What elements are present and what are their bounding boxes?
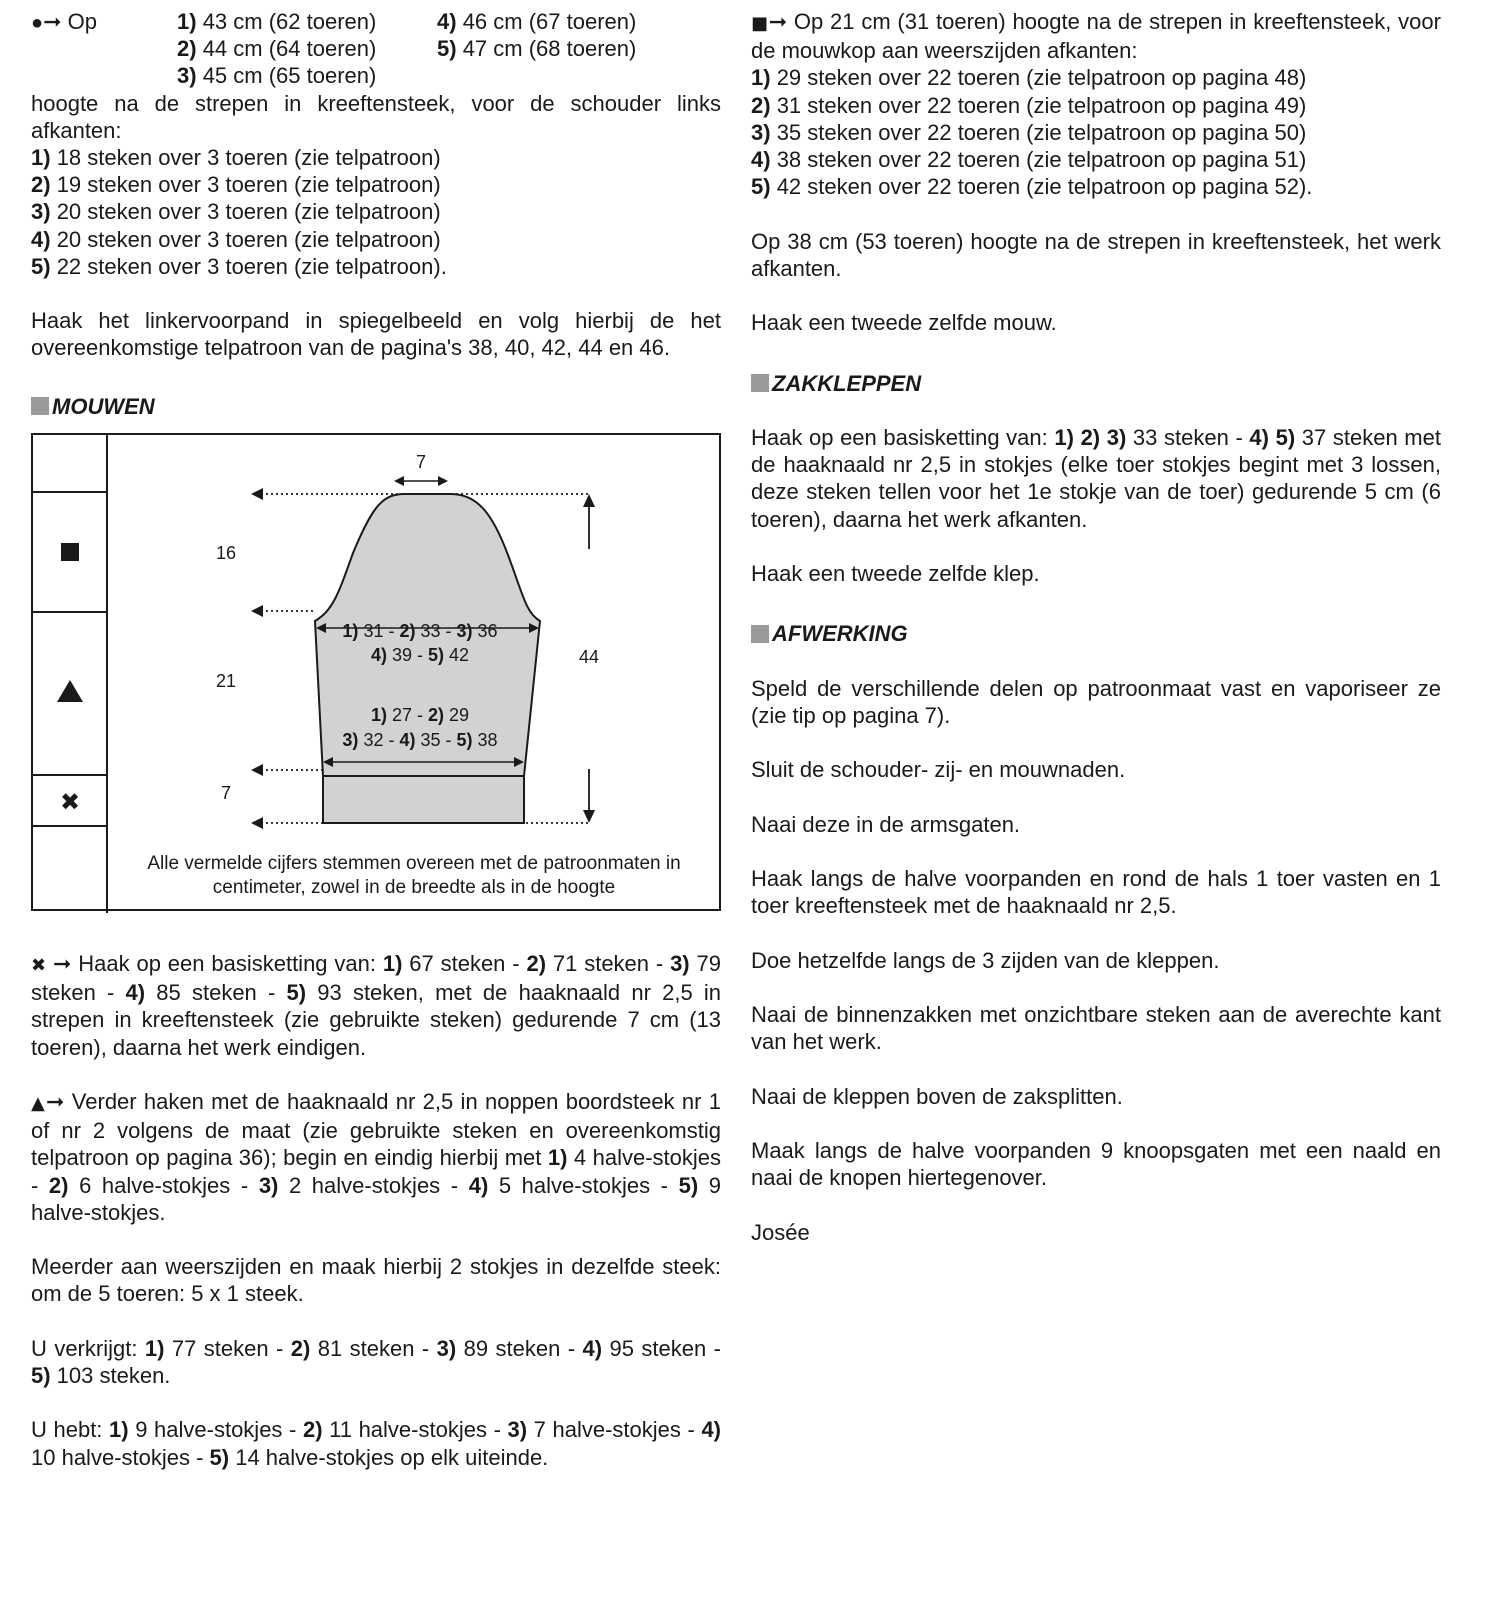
arrow-icon: ➞ [768, 9, 788, 34]
diagram-caption: Alle vermelde cijfers stemmen overeen met de patroonmaten in centimeter, zowel in de breedte als in de hoogte [147, 853, 681, 899]
heading-square-icon [751, 625, 769, 643]
list-item: 2) 31 steken over 22 toeren (zie telpatroon op pagina 49) [751, 92, 1307, 118]
afwerking-paragraph: Naai de kleppen boven de zaksplitten. [751, 1083, 1123, 1109]
square-icon: ■ [751, 13, 769, 34]
op-size-block [31, 8, 721, 90]
right-column [751, 8, 1441, 1246]
size-entry: 4) 46 cm (67 toeren) [437, 9, 637, 34]
heading-square-icon [751, 374, 769, 392]
cross-paragraph: ✖ ➞ Haak op een basisketting van: 1) 67 steken - 2) 71 steken - 3) 79 steken - 4) 85 steken - 5) 93 steken, met de haaknaald nr 2,5 in strepen in kreeftensteek (zie gebruikte steken) gedurende 7 cm (13 toeren), daarna het werk eindigen. [31, 951, 721, 1060]
meerder-paragraph: Meerder aan weerszijden en maak hierbij 2 stokjes in dezelfde steek: om de 5 toeren: 5 x 1 steek. [31, 1254, 721, 1307]
tweede-klep-paragraph: Haak een tweede zelfde klep. [751, 560, 1040, 586]
dim-cap-height: 16 [215, 543, 237, 564]
arrow-icon: ➞ [52, 951, 72, 977]
sleeve-schema [33, 435, 723, 913]
afwerking-paragraph: Haak langs de halve voorpanden en rond de hals 1 toer vasten en 1 toer kreeftensteek met de haaknaald nr 2,5. [751, 866, 1441, 919]
square-list [751, 64, 1441, 200]
heading-square-icon [31, 397, 49, 415]
upper-width-line2: 4) 39 - 5) 42 [370, 645, 470, 666]
lower-width-line1: 1) 27 - 2) 29 [370, 705, 470, 726]
dim-cuff-height: 7 [220, 783, 232, 804]
cross-icon: ✖ [31, 955, 47, 977]
triangle-paragraph: ▲➞ Verder haken met de haaknaald nr 2,5 in noppen boordsteek nr 1 of nr 2 volgens de maat (zie gebruikte steken en overeenkomstig telpatroon op pagina 36); begin en eindig hierbij met 1) 4 halve-stokjes - 2) 6 halve-stokjes - 3) 2 halve-stokjes - 4) 5 halve-stokjes - 5) 9 halve-stokjes. [31, 1089, 721, 1225]
bullet-icon: ● [31, 12, 44, 34]
size-entry: 5) 47 cm (68 toeren) [437, 36, 637, 62]
dim-mid-height: 21 [215, 671, 237, 692]
size-entry: 2) 44 cm (64 toeren) [177, 36, 377, 62]
hebt-paragraph: U hebt: 1) 9 halve-stokjes - 2) 11 halve-stokjes - 3) 7 halve-stokjes - 4) 10 halve-stokjes - 5) 14 halve-stokjes op elk uiteinde. [31, 1417, 721, 1470]
square-intro: ■➞ Op 21 cm (31 toeren) hoogte na de strepen in kreeftensteek, voor de mouwkop aan weerszijden afkanten: [751, 9, 1441, 64]
list-item: 4) 38 steken over 22 toeren (zie telpatroon op pagina 51) [751, 147, 1307, 173]
list-item: 5) 42 steken over 22 toeren (zie telpatroon op pagina 52). [751, 174, 1313, 200]
list-item: 3) 35 steken over 22 toeren (zie telpatroon op pagina 50) [751, 119, 1307, 145]
list-item: 1) 29 steken over 22 toeren (zie telpatroon op pagina 48) [751, 65, 1307, 91]
heading-mouwen: MOUWEN [31, 393, 721, 420]
dim-total-height: 44 [578, 647, 600, 668]
list-item: 5) 22 steken over 3 toeren (zie telpatroon). [31, 253, 447, 279]
op-lead: Op [67, 9, 98, 34]
dim-top-width: 7 [415, 452, 427, 473]
size-entry: 3) 45 cm (65 toeren) [177, 63, 377, 89]
afwerking-paragraph: Doe hetzelfde langs de 3 zijden van de kleppen. [751, 947, 1220, 973]
left-column [31, 8, 721, 1471]
verkrijgt-paragraph: U verkrijgt: 1) 77 steken - 2) 81 steken - 3) 89 steken - 4) 95 steken - 5) 103 steken. [31, 1335, 721, 1389]
afwerking-paragraph: Sluit de schouder- zij- en mouwnaden. [751, 757, 1126, 783]
list-item: 1) 18 steken over 3 toeren (zie telpatroon) [31, 145, 441, 171]
triangle-icon: ▲ [31, 1093, 47, 1115]
sleeve-diagram [31, 433, 721, 911]
heading-afwerking: AFWERKING [751, 620, 1441, 647]
size-entry: 1) 43 cm (62 toeren) [177, 9, 377, 34]
signature: Josée [751, 1219, 810, 1245]
shoulder-list [31, 144, 721, 280]
arrow-icon: ➞ [43, 9, 62, 34]
list-item: 2) 19 steken over 3 toeren (zie telpatroon) [31, 172, 441, 198]
list-item: 4) 20 steken over 3 toeren (zie telpatroon) [31, 226, 441, 252]
afwerking-paragraph: Maak langs de halve voorpanden 9 knoopsgaten met een naald en naai de knopen hiertegenover. [751, 1138, 1441, 1191]
lower-width-line2: 3) 32 - 4) 35 - 5) 38 [342, 730, 498, 751]
afwerking-paragraph: Speld de verschillende delen op patroonmaat vast en vaporiseer ze (zie tip op pagina 7). [751, 675, 1441, 728]
op-after-text: hoogte na de strepen in kreeftensteek, voor de schouder links afkanten: [31, 90, 721, 143]
afwerking-paragraph: Naai de binnenzakken met onzichtbare steken aan de averechte kant van het werk. [751, 1002, 1441, 1055]
square-marker-icon [61, 543, 79, 561]
upper-width-line1: 1) 31 - 2) 33 - 3) 36 [342, 621, 498, 642]
cross-marker-icon: ✖ [59, 788, 81, 817]
op38-paragraph: Op 38 cm (53 toeren) hoogte na de strepen in kreeftensteek, het werk afkanten. [751, 228, 1441, 281]
arrow-icon: ➞ [46, 1089, 65, 1115]
zakkleppen-paragraph: Haak op een basisketting van: 1) 2) 3) 33 steken - 4) 5) 37 steken met de haaknaald nr 2,5 in stokjes (elke toer stokjes begint met 3 lossen, deze steken tellen voor het 1e stokje van de toer) gedurende 5 cm (6 toeren), daarna het werk afkanten. [751, 424, 1441, 532]
tweede-mouw-paragraph: Haak een tweede zelfde mouw. [751, 310, 1057, 336]
list-item: 3) 20 steken over 3 toeren (zie telpatroon) [31, 199, 441, 225]
op-size-grid [177, 8, 677, 90]
mirror-paragraph: Haak het linkervoorpand in spiegelbeeld en volg hierbij de het overeenkomstige telpatroon van de pagina's 38, 40, 42, 44 en 46. [31, 308, 721, 361]
triangle-marker-icon [57, 680, 83, 702]
heading-zakkleppen: ZAKKLEPPEN [751, 370, 1441, 397]
afwerking-paragraph: Naai deze in de armsgaten. [751, 811, 1021, 837]
